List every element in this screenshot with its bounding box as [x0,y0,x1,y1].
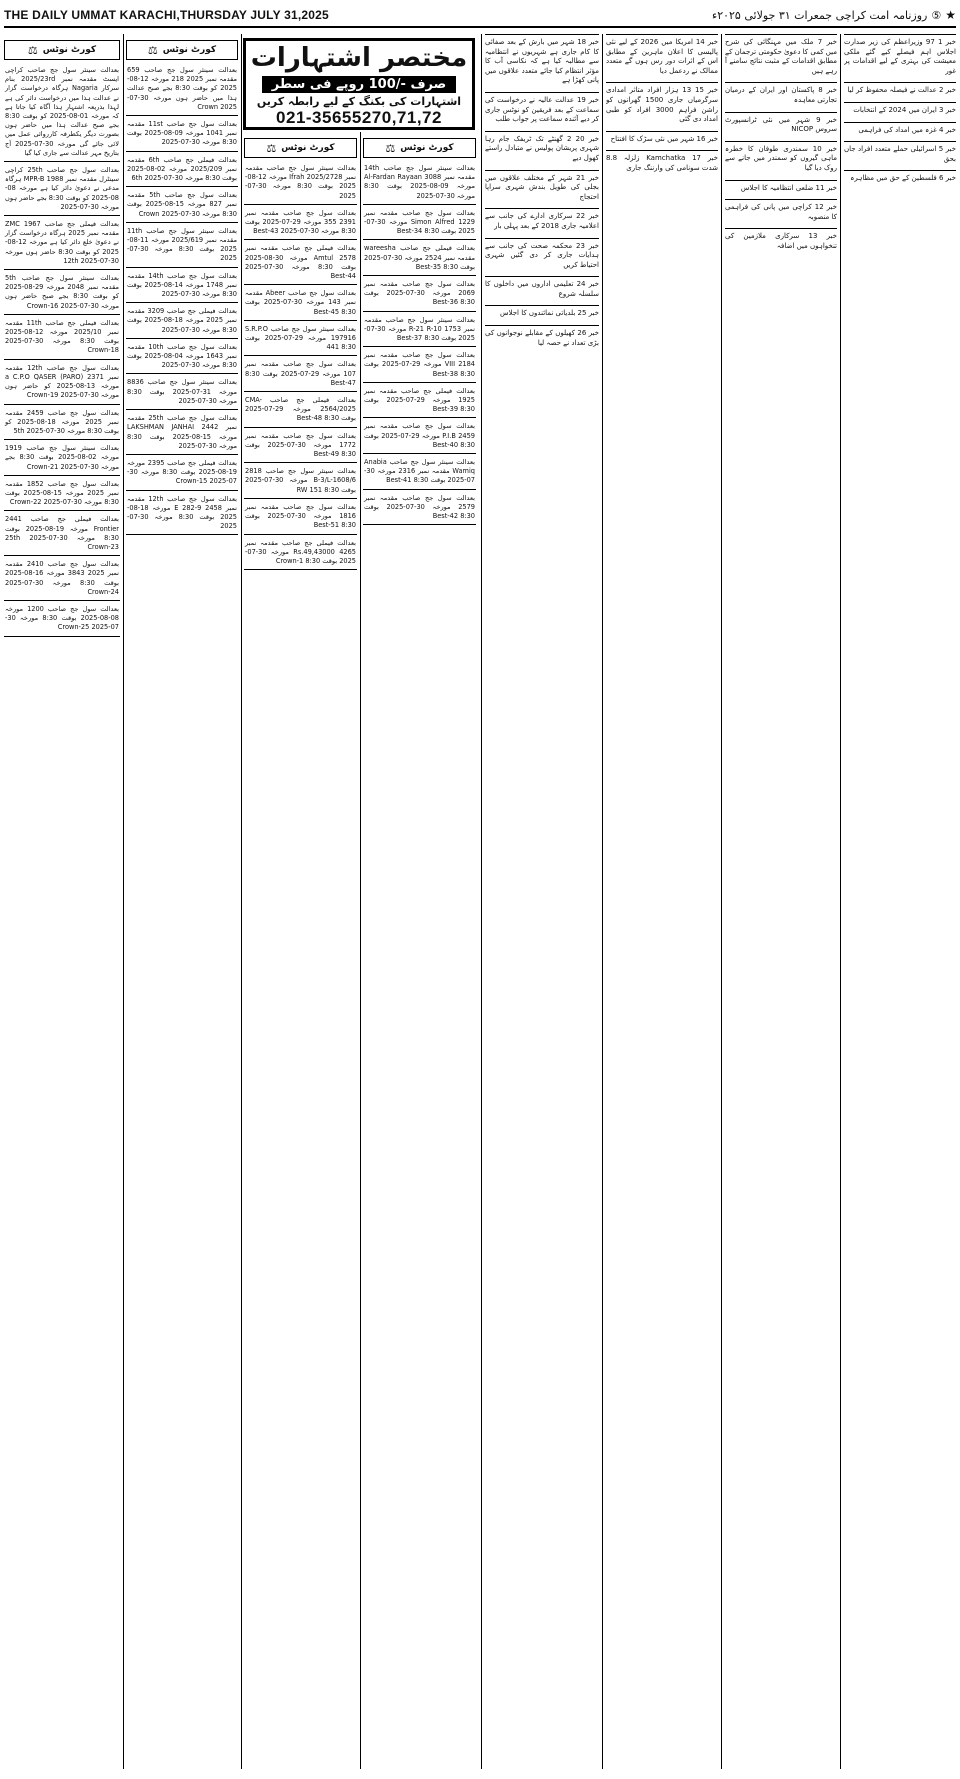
court-notices-column-3 [244,132,357,1769]
court-notice-header: ⚖ کورٹ نوٹس [126,40,238,60]
news-item [725,34,837,76]
news-body: خبر 17 Kamchatka زلزلہ 8.8 شدت سونامی کی وارننگ جاری [606,150,718,173]
notice-list [4,64,120,637]
court-notice: بعدالت سول جج صاحب مقدمہ نمبر 2459 P.I.B مورخہ 29-07-2025 بوقت 8:30 Best-40 [363,420,476,454]
news-body: خبر 26 کھیلوں کے مقابلے نوجوانوں کی بڑی تعداد نے حصہ لیا [485,325,599,348]
news-body: خبر 1 97 وزیراعظم کی زیر صدارت اجلاس اہم فیصلے کیے گئے ملکی معیشت کی بہتری کے لیے اقدامات پر غور [844,34,956,76]
court-notice: بعدالت سول جج صاحب 1852 مقدمہ نمبر 2025 مورخہ 15-08-2025 بوقت 8:30 مورخہ 30-07-2025 Crown-22 [4,478,120,512]
news-item [606,34,718,76]
classified-rate: صرف -/100 روپے فی سطر [262,76,456,93]
classified-ad-box [243,38,475,130]
news-item [725,112,837,135]
news-item [606,150,718,173]
news-column-7 [725,34,837,1769]
news-item [485,131,599,164]
news-body: خبر 14 امریکا میں 2026 کے لیے نئی پالیسی کا اعلان ماہرین کے مطابق اس کے اثرات دور رس ہوں گے متعدد ممالک نے ردعمل دیا [606,34,718,76]
news-item [725,141,837,174]
court-notices-column-4 [363,132,476,1769]
court-notice: بعدالت سینئر سول جج صاحب 14th مقدمہ نمبر 3088 Al-Fardan Rayaan مورخہ 09-08-2025 بوقت 8:30 مورخہ 30-07-2025 [363,162,476,205]
court-notice: بعدالت فیملی جج صاحب مقدمہ نمبر 1925 مورخہ 29-07-2025 بوقت 8:30 Best-39 [363,385,476,419]
news-item [725,199,837,222]
news-body: خبر 24 تعلیمی اداروں میں داخلوں کا سلسلہ شروع [485,276,599,299]
news-body: خبر 11 ضلعی انتظامیہ کا اجلاس [725,180,837,194]
news-body: خبر 13 سرکاری ملازمین کی تنخواہوں میں اضافہ [725,228,837,251]
court-notice: بعدالت سول جج صاحب 12th مقدمہ نمبر 2458 9-E 282 مورخہ 18-08-2025 بوقت 8:30 مورخہ 30-07-2025 [126,493,238,536]
gavel-icon: ⚖ [27,43,38,57]
news-item [844,122,956,136]
news-item [606,131,718,145]
column-rule [840,34,841,1769]
court-notice: بعدالت سول جج صاحب Abeer مقدمہ نمبر 143 مورخہ 30-07-2025 بوقت 8:30 Best-45 [244,287,357,321]
news-item [606,82,718,124]
court-notice: بعدالت فیملی جج صاحب مقدمہ نمبر 4265 Rs.49,43000 مورخہ 30-07-2025 بوقت 8:30 Crown-1 [244,537,357,571]
court-notice: بعدالت سینئر سول جج صاحب 1919 مورخہ 02-08-2025 بوقت 8:30 بجے مورخہ 30-07-2025 Crown-21 [4,442,120,476]
news-body: خبر 6 فلسطین کے حق میں مظاہرہ [844,170,956,184]
news-body: خبر 21 شہر کے مختلف علاقوں میں بجلی کی طویل بندش شہری سراپا احتجاج [485,170,599,203]
court-notice: بعدالت سول جج صاحب مقدمہ نمبر 1229 Simon Alfred مورخہ 30-07-2025 بوقت 8:30 Best-34 [363,207,476,241]
court-notice: بعدالت سول جج صاحب مقدمہ نمبر 2391 355 مورخہ 29-07-2025 بوقت 8:30 مورخہ 30-07-2025 Best-43 [244,207,357,241]
court-notice: بعدالت فیملی جج صاحب 6th مقدمہ نمبر 2025/209 مورخہ 02-08-2025 بوقت 8:30 مورخہ 30-07-2025 6th [126,154,238,188]
court-notice: بعدالت فیملی جج صاحب wareesha مقدمہ نمبر 2524 مورخہ 30-07-2025 بوقت 8:30 Best-35 [363,242,476,276]
court-notice: بعدالت سول جج صاحب 25th مقدمہ نمبر 2442 LAKSHMAN JANHAI مورخہ 15-08-2025 بوقت 8:30 مورخہ 30-07-2025 [126,412,238,455]
court-notice: بعدالت سول جج صاحب 1200 مورخہ 08-08-2025 بوقت 8:30 مورخہ 30-07-2025 Crown-25 [4,603,120,637]
court-notice: بعدالت سول جج صاحب 5th مقدمہ نمبر 827 مورخہ 15-08-2025 بوقت 8:30 مورخہ 30-07-2025 Crown [126,189,238,223]
news-body: خبر 8 پاکستان اور ایران کے درمیان تجارتی معاہدہ [725,82,837,105]
court-notice-header: ⚖ کورٹ نوٹس [244,138,357,158]
court-notice: بعدالت سول جج صاحب 2459 مقدمہ نمبر 2025 مورخہ 18-08-2025 کو بوقت 8:30 مورخہ 30-07-2025 5th [4,407,120,441]
court-notice: بعدالت سول جج صاحب مقدمہ نمبر 2069 مورخہ 30-07-2025 بوقت 8:30 Best-36 [363,278,476,312]
court-notice: بعدالت سول جج صاحب 25th کراچی سینٹرل مقدمہ نمبر 1988 MPR-B ہرگاہ مدعی نے دعویٰ دائر کیا ہے مورخہ 08-08-2025 کو بوقت 8:30 بجے حاضر ہوں مورخہ 30-07-2025 [4,164,120,216]
court-notice: بعدالت سول جج صاحب 14th مقدمہ نمبر 1748 مورخہ 14-08-2025 بوقت 8:30 مورخہ 30-07-2025 [126,270,238,304]
court-notice: بعدالت سول جج صاحب مقدمہ نمبر 107 مورخہ 29-07-2025 بوقت 8:30 Best-47 [244,358,357,392]
court-notice: بعدالت سینئر سول جج صاحب 659 مقدمہ نمبر 2025 218 مورخہ 12-08-2025 کو بوقت 8:30 بجے صبح عدالت ہذا میں حاضر ہوں مورخہ 30-07-2025 Crown [126,64,238,116]
news-item [485,170,599,203]
court-notice: بعدالت سول جج صاحب مقدمہ نمبر 2184 VIII مورخہ 29-07-2025 بوقت 8:30 Best-38 [363,349,476,383]
news-body: خبر 19 عدالت عالیہ نے درخواست کی سماعت کے بعد فریقین کو نوٹس جاری کر دیے آئندہ سماعت پر جواب طلب [485,92,599,125]
court-notice: بعدالت فیملی جج صاحب 2395 مورخہ 19-08-2025 بوقت 8:30 مورخہ 30-07-2025 Crown-15 [126,457,238,491]
news-body: خبر 16 شہر میں نئی سڑک کا افتتاح [606,131,718,145]
news-body: خبر 23 محکمہ صحت کی جانب سے ہدایات جاری کر دی گئیں شہری احتیاط کریں [485,238,599,271]
news-item [725,180,837,194]
news-body: خبر 3 ایران میں 2024 کے انتخابات [844,102,956,116]
news-body: خبر 9 شہر میں نئی ٹرانسپورٹ سروس NICOP [725,112,837,135]
court-notice: بعدالت سول جج صاحب 11st مقدمہ نمبر 1041 مورخہ 09-08-2025 بوقت 8:30 مورخہ 30-07-2025 [126,118,238,152]
court-notice: بعدالت فیملی جج صاحب 3209 مقدمہ نمبر 2025 مورخہ 18-08-2025 بوقت 8:30 مورخہ 30-07-2025 [126,305,238,339]
news-item [485,305,599,319]
news-item [485,208,599,231]
news-item [485,34,599,86]
news-item [485,325,599,348]
court-notice-header: ⚖ کورٹ نوٹس [4,40,120,60]
column-rule [721,34,722,1769]
court-notice: بعدالت سول جج صاحب مقدمہ نمبر 1772 مورخہ 30-07-2025 بوقت 8:30 Best-49 [244,430,357,464]
court-notice: بعدالت سول جج صاحب 10th مقدمہ نمبر 1643 مورخہ 04-08-2025 بوقت 8:30 مورخہ 30-07-2025 [126,341,238,375]
masthead [4,4,956,28]
news-body: خبر 18 شہر میں بارش کے بعد صفائی کا کام جاری ہے شہریوں نے انتظامیہ سے مطالبہ کیا ہے کہ نکاسی آب کا مؤثر انتظام کیا جائے متعدد علاقوں میں پانی کھڑا ہے [485,34,599,86]
court-notice: بعدالت فیملی جج صاحب 1967 ZMC مقدمہ نمبر 2025 ہرگاہ درخواست گزار نے دعویٰ خلع دائر کیا ہے مورخہ 12-08-2025 کو بوقت 8:30 حاضر ہوں مورخہ 30-07-2025 12th [4,218,120,270]
news-column-5 [485,34,599,1769]
newspaper-page [4,4,956,1771]
gavel-icon: ⚖ [385,141,396,155]
column-rule [481,34,482,1769]
court-notice: بعدالت سینئر سول جج صاحب Anabia Wamiq مقدمہ نمبر 2316 مورخہ 30-07-2025 بوقت 8:30 Best-41 [363,456,476,490]
gavel-icon: ⚖ [266,141,277,155]
court-notice: بعدالت سول جج صاحب 12th مقدمہ نمبر 2371 a C.P.O QASER (PARO) مورخہ 13-08-2025 کو حاضر ہوں مورخہ 30-07-2025 Crown-19 [4,362,120,405]
masthead-urdu-group [712,8,956,22]
court-notice: بعدالت سول جج صاحب مقدمہ نمبر 1816 مورخہ 30-07-2025 بوقت 8:30 Best-51 [244,501,357,535]
news-item [485,276,599,299]
court-notice: بعدالت سینئر سول جج صاحب 5th مقدمہ نمبر 2048 مورخہ 29-08-2025 کو بوقت 8:30 بجے صبح حاضر ہوں مورخہ 30-07-2025 Crown-16 [4,272,120,315]
court-notice: بعدالت سینئر سول جج صاحب 8836 مورخہ 31-07-2025 بوقت 8:30 مورخہ 30-07-2025 [126,376,238,410]
news-item [844,34,956,76]
court-notice: بعدالت سینئر سول جج صاحب 11th مقدمہ نمبر 2025/619 مورخہ 11-08-2025 بوقت 8:30 مورخہ 30-07-2025 [126,225,238,268]
news-item [725,228,837,251]
masthead-english: THE DAILY UMMAT KARACHI,THURSDAY JULY 31,2025 [4,8,329,22]
court-notice: بعدالت سینئر سول جج صاحب کراچی ایسٹ مقدمہ نمبر 2025/23rd بنام سرکار Nagaria ہرگاہ درخواست گزار نے عدالت ہذا میں درخواست دائر کی ہے لہذا بذریعہ اشتہار ہذا آگاہ کیا جاتا ہے کہ مورخہ 01-08-2025 کو بوقت 8:30 بجے صبح عدالت ہذا میں حاضر ہوں بصورت دیگر یکطرفہ کارروائی عمل میں لائی جائے گی مورخہ 30-07-2025 آج بتاریخ مہر عدالت سے جاری کیا گیا [4,64,120,162]
gavel-icon: ⚖ [147,43,158,57]
court-notice: بعدالت فیملی جج صاحب CMA-2564/2025 مورخہ 29-07-2025 بوقت 8:30 Best-48 [244,394,357,428]
page-number: ⑤ [931,8,942,22]
news-item [485,92,599,125]
news-body: خبر 25 بلدیاتی نمائندوں کا اجلاس [485,305,599,319]
court-notices-column-2 [126,34,238,1769]
court-notice: بعدالت سول جج صاحب مقدمہ نمبر 2579 مورخہ 30-07-2025 بوقت 8:30 Best-42 [363,492,476,526]
news-body: خبر 20 2 گھنٹے تک ٹریفک جام رہا شہری پریشان پولیس نے متبادل راستے کھول دیے [485,131,599,164]
notice-list [244,162,357,570]
court-notice: بعدالت سول جج صاحب 2410 مقدمہ نمبر 2025 3843 مورخہ 16-08-2025 بوقت 8:30 مورخہ 30-07-2025 Crown-24 [4,558,120,601]
court-notice: بعدالت فیملی جج صاحب مقدمہ نمبر 2578 Amtul مورخہ 30-08-2025 بوقت 8:30 مورخہ 30-07-2025 Best-44 [244,242,357,285]
news-body: خبر 10 سمندری طوفان کا خطرہ ماہی گیروں کو سمندر میں جانے سے روک دیا گیا [725,141,837,174]
classified-booking: اشتہارات کی بکنگ کے لیے رابطہ کریں [256,95,462,108]
news-item [485,238,599,271]
notice-list [363,162,476,525]
news-body: خبر 12 کراچی میں پانی کی فراہمی کا منصوبہ [725,199,837,222]
court-notice: بعدالت سینئر سول جج صاحب 2818 6/B-3/L-1608 مورخہ 30-07-2025 بوقت 8:30 151 RW [244,465,357,499]
news-item [725,82,837,105]
news-body: خبر 15 13 ہزار افراد متاثر امدادی سرگرمیاں جاری 1500 گھرانوں کو راشن فراہم 3000 افراد کو طبی امداد دی گئی [606,82,718,124]
court-notice: بعدالت سینئر سول جج صاحب مقدمہ نمبر 2025/2728 Ifrah مورخہ 12-08-2025 بوقت 8:30 مورخہ 30-07-2025 [244,162,357,205]
court-notice: بعدالت سینئر سول جج صاحب مقدمہ نمبر 1753 R-21 R-10 مورخہ 30-07-2025 بوقت 8:30 Best-37 [363,314,476,348]
news-body: خبر 22 سرکاری ادارے کی جانب سے اعلامیہ جاری 2018 کے بعد پہلی بار [485,208,599,231]
court-notice: بعدالت سینئر سول جج صاحب S.R.P.O 197916 مورخہ 29-07-2025 بوقت 8:30 441 [244,323,357,357]
masthead-urdu: روزنامہ امت کراچی جمعرات ۳۱ جولائی ۲۰۲۵ء [712,8,928,22]
court-notice: بعدالت فیملی جج صاحب 11th مقدمہ نمبر 2025/10 مورخہ 12-08-2025 بوقت 8:30 مورخہ 30-07-2025 Crown-18 [4,317,120,360]
court-notices-column-1 [4,34,120,1769]
news-column-6 [606,34,718,1769]
news-body: خبر 7 ملک میں مہنگائی کی شرح میں کمی کا دعویٰ حکومتی ترجمان کے مطابق اقدامات کے مثبت نتائج سامنے آ رہے ہیں [725,34,837,76]
news-column-8 [844,34,956,1769]
column-rule [123,34,124,1769]
court-notice-header: ⚖ کورٹ نوٹس [363,138,476,158]
column-rule [360,132,361,1769]
column-rule [241,34,242,1769]
column-rule [602,34,603,1769]
news-item [844,141,956,164]
star-icon: ★ [945,8,956,22]
news-body: خبر 4 غزہ میں امداد کی فراہمی [844,122,956,136]
court-notice: بعدالت فیملی جج صاحب 2441 Frontier مورخہ 19-08-2025 بوقت 8:30 مورخہ 30-07-2025 25th Crown-23 [4,513,120,556]
news-body: خبر 2 عدالت نے فیصلہ محفوظ کر لیا [844,82,956,96]
classified-phone: 021-35655270,71,72 [276,108,442,127]
notice-list [126,64,238,535]
classified-title: مختصر اشتہارات [250,43,468,73]
news-item [844,102,956,116]
news-item [844,82,956,96]
news-body: خبر 5 اسرائیلی حملے متعدد افراد جاں بحق [844,141,956,164]
news-item [844,170,956,184]
